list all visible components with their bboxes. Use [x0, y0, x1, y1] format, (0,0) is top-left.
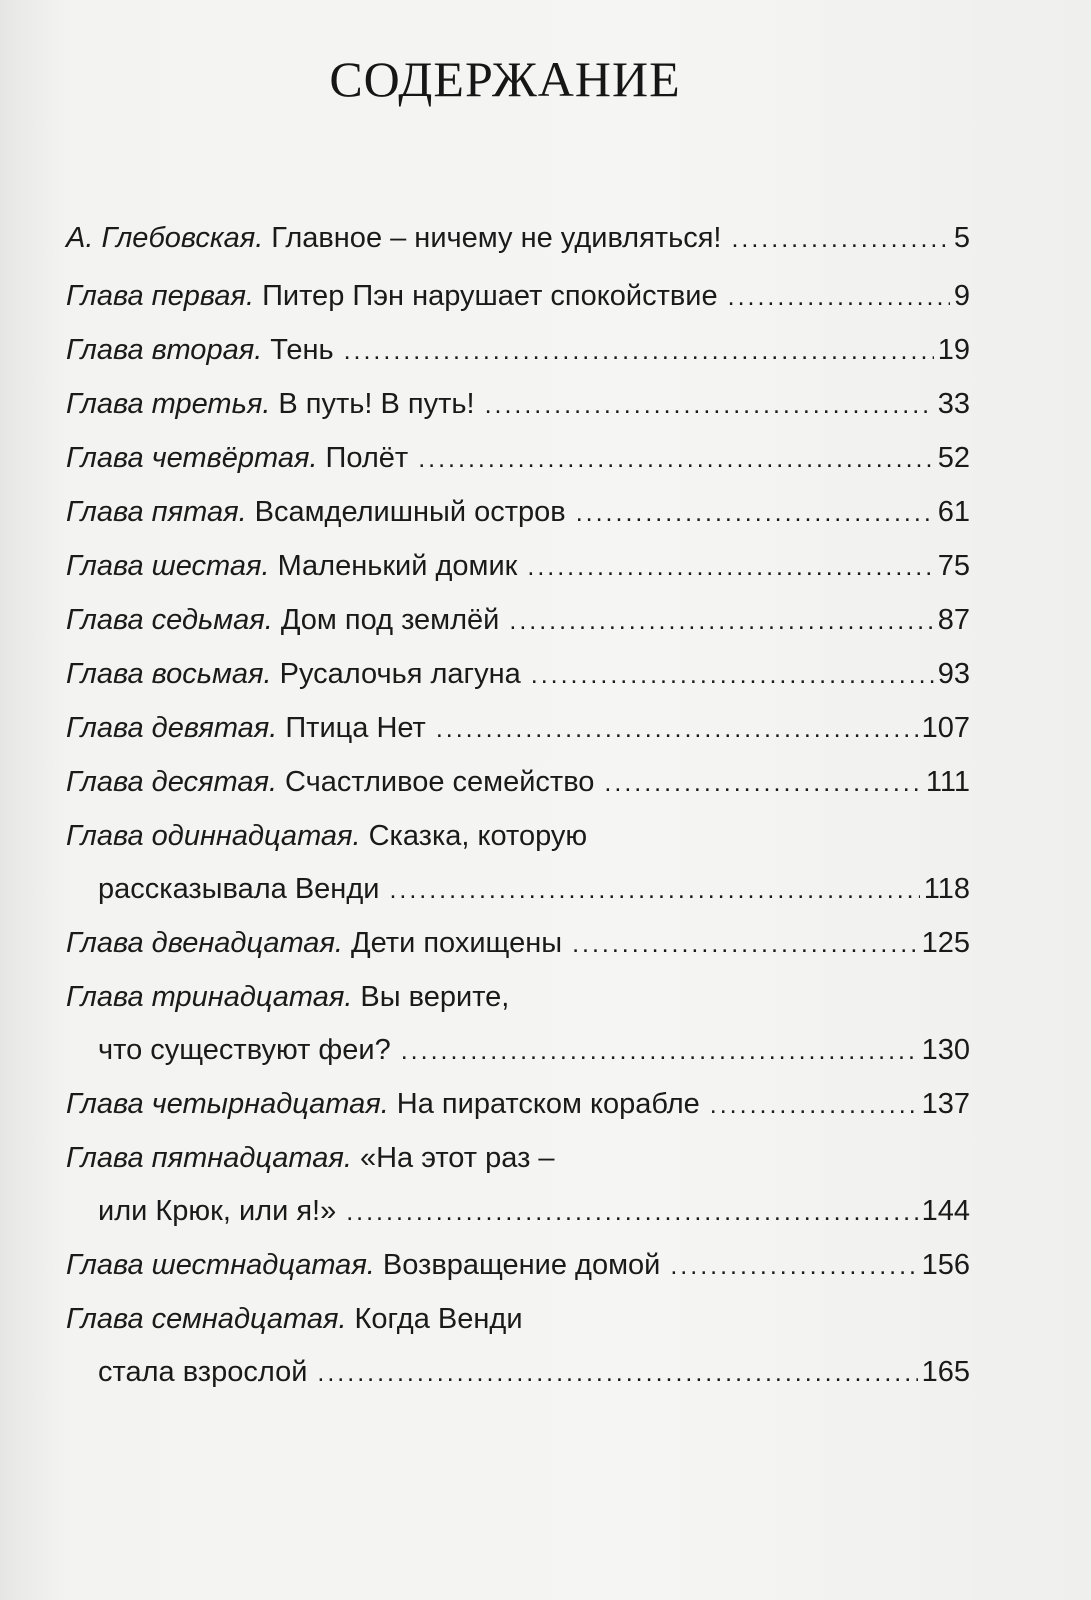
toc-entry-head: Глава седьмая.	[66, 604, 273, 636]
toc-entry-page: 125	[921, 927, 970, 959]
toc-entry	[66, 270, 970, 324]
toc-entry-head: Глава шестая.	[66, 550, 270, 582]
toc-entry	[66, 648, 970, 702]
toc-entry-page: 19	[937, 334, 970, 366]
toc-entry	[66, 810, 970, 863]
toc-entry-title: На пиратском корабле	[396, 1088, 700, 1120]
toc-entry-head: Глава первая.	[66, 280, 255, 312]
toc-entry	[66, 324, 970, 378]
leader-dots	[389, 864, 919, 917]
toc-entry-title: Маленький домик	[277, 550, 518, 582]
page-title: СОДЕРЖАНИЕ	[329, 51, 681, 107]
toc-entry-head: Глава третья.	[66, 388, 271, 420]
toc-entry-title: Счастливое семейство	[285, 766, 595, 798]
toc-entry-head: Глава тринадцатая.	[66, 981, 353, 1013]
leader-dots	[572, 918, 918, 971]
toc-entry-title-continued: стала взрослой	[98, 1356, 308, 1388]
toc-entry-title: Главное – ничему не удивляться!	[271, 222, 722, 254]
toc-entry-page: 111	[925, 766, 970, 798]
toc-entry-title-continued: или Крюк, или я!»	[98, 1195, 337, 1227]
toc-entry-continuation	[66, 1346, 970, 1400]
leader-dots	[670, 1240, 917, 1293]
leader-dots	[485, 379, 934, 432]
toc-entry-head: Глава двенадцатая.	[66, 927, 343, 959]
toc-entry-head: Глава девятая.	[66, 712, 278, 744]
toc-entry-head: Глава десятая.	[66, 766, 278, 798]
toc-entry-page: 118	[923, 873, 970, 905]
toc-entry	[66, 756, 970, 810]
toc-entry-page: 144	[921, 1195, 970, 1227]
toc-entry	[66, 971, 970, 1024]
toc-entry-title: Когда Венди	[354, 1303, 523, 1335]
toc-entry-title: Птица Нет	[285, 712, 426, 744]
toc-entry-head: Глава шестнадцатая.	[66, 1249, 375, 1281]
toc-entry	[66, 1078, 970, 1132]
toc-entry-page: 165	[921, 1356, 970, 1388]
leader-dots	[317, 1347, 917, 1400]
toc-entry-title: Питер Пэн нарушает спокойствие	[262, 280, 718, 312]
toc-entry-title: В путь! В путь!	[278, 388, 475, 420]
toc-entry	[66, 1293, 970, 1346]
leader-dots	[418, 433, 934, 486]
toc-entry-page: 52	[937, 442, 970, 474]
toc-entry-head: Глава семнадцатая.	[66, 1303, 347, 1335]
leader-dots	[710, 1079, 918, 1132]
toc-entry	[66, 212, 970, 266]
toc-entry-page: 87	[937, 604, 970, 636]
toc-entry	[66, 1132, 970, 1185]
toc-entry	[66, 917, 970, 971]
toc-entry-title: «На этот раз –	[359, 1142, 555, 1174]
toc-entry-title: Дом под землёй	[280, 604, 500, 636]
leader-dots	[531, 649, 934, 702]
leader-dots	[436, 703, 918, 756]
toc-entry	[66, 378, 970, 432]
toc-entry-page: 5	[953, 222, 970, 254]
toc-entry-head: Глава четвёртая.	[66, 442, 318, 474]
toc-entry	[66, 540, 970, 594]
toc-entry-head: Глава пятнадцатая.	[66, 1142, 352, 1174]
leader-dots	[576, 487, 934, 540]
leader-dots	[527, 541, 933, 594]
leader-dots	[728, 271, 950, 324]
leader-dots	[346, 1186, 917, 1239]
toc-entry-title: Сказка, которую	[368, 820, 588, 852]
toc-entry	[66, 702, 970, 756]
toc-entry-title: Всамделишный остров	[254, 496, 566, 528]
leader-dots	[401, 1025, 918, 1078]
toc-entry-head: А. Глебовская.	[66, 222, 264, 254]
toc-entry-title: Дети похищены	[351, 927, 563, 959]
toc-entry-page: 61	[937, 496, 970, 528]
toc-entry	[66, 1239, 970, 1293]
toc-entry-page: 75	[937, 550, 970, 582]
toc-entry-head: Глава одиннадцатая.	[66, 820, 361, 852]
leader-dots	[731, 213, 949, 266]
leader-dots	[344, 325, 934, 378]
toc-entry-page: 130	[921, 1034, 970, 1066]
toc-entry-title: Вы верите,	[360, 981, 510, 1013]
toc-entry-head: Глава вторая.	[66, 334, 263, 366]
toc-entry-title-continued: рассказывала Венди	[98, 873, 380, 905]
toc-entry	[66, 594, 970, 648]
leader-dots	[604, 757, 921, 810]
toc-entry	[66, 486, 970, 540]
toc-entry-title: Возвращение домой	[382, 1249, 661, 1281]
toc-entry-page: 156	[921, 1249, 970, 1281]
toc-entry-continuation	[66, 863, 970, 917]
toc-entry	[66, 432, 970, 486]
toc-entry-page: 93	[937, 658, 970, 690]
toc-entry-page: 137	[921, 1088, 970, 1120]
toc-entry-title-continued: что существуют феи?	[98, 1034, 391, 1066]
toc-entry-title: Полёт	[325, 442, 409, 474]
toc-entry-continuation	[66, 1185, 970, 1239]
toc-entry-head: Глава восьмая.	[66, 658, 272, 690]
table-of-contents	[66, 212, 970, 1400]
toc-entry-page: 107	[921, 712, 970, 744]
toc-entry-head: Глава четырнадцатая.	[66, 1088, 389, 1120]
toc-entry-page: 33	[937, 388, 970, 420]
leader-dots	[509, 595, 933, 648]
toc-entry-head: Глава пятая.	[66, 496, 247, 528]
toc-entry-continuation	[66, 1024, 970, 1078]
toc-entry-page: 9	[953, 280, 970, 312]
toc-entry-title: Русалочья лагуна	[279, 658, 521, 690]
toc-entry-title: Тень	[270, 334, 334, 366]
